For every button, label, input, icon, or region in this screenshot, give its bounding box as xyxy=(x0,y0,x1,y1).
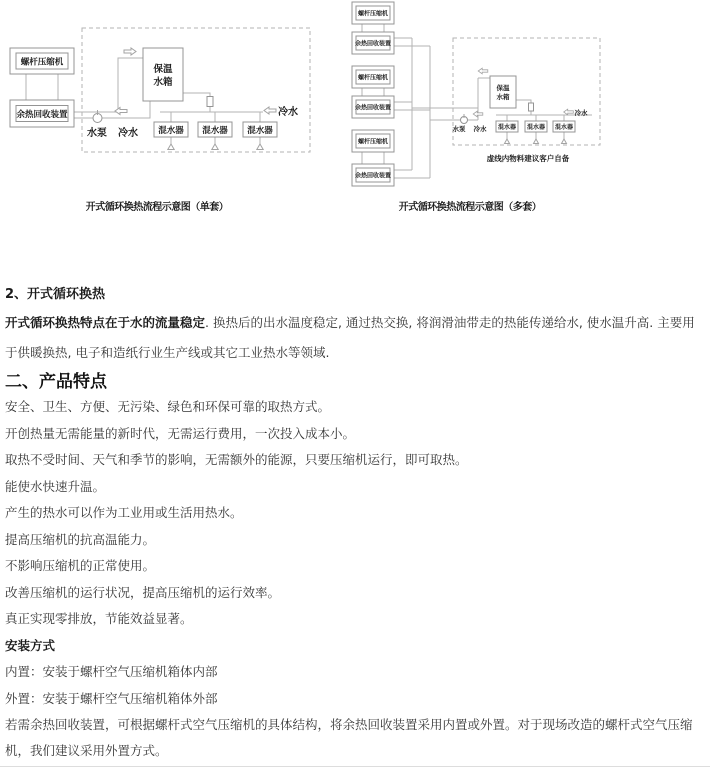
pump-label: 水泵 xyxy=(452,125,466,133)
cold-water-arrow-left-icon xyxy=(264,107,276,114)
section-2-lead: 开式循环换热特点在于水的流量稳定 xyxy=(5,315,206,330)
compressor-label: 螺杆压缩机 xyxy=(20,57,64,68)
cold-water-inlet-label: 冷水 xyxy=(574,109,588,117)
compressor-box xyxy=(352,2,394,24)
heat-recovery-label: 余热回收装置 xyxy=(354,104,392,112)
valve-symbol xyxy=(529,103,534,111)
heat-recovery-label: 余热回收装置 xyxy=(16,110,68,120)
compressor-label: 螺杆压缩机 xyxy=(357,10,389,18)
outlet-triangle-icon xyxy=(212,144,218,150)
compressor-box xyxy=(10,48,74,74)
compressor-box xyxy=(352,66,394,88)
feature-item: 能使水快速升温。 xyxy=(5,478,106,494)
single-unit-flow-diagram xyxy=(0,0,340,215)
features-heading: 二、产品特点 xyxy=(5,372,107,392)
mixer-box xyxy=(496,121,518,132)
feature-item: 安全、卫生、方便、无污染、绿色和环保可靠的取热方式。 xyxy=(5,399,331,414)
feature-item: 产生的热水可以作为工业用或生活用热水。 xyxy=(5,505,243,520)
heat-recovery-label: 余热回收装置 xyxy=(354,40,392,48)
insulated-tank-box xyxy=(143,48,183,101)
outlet-triangle-icon xyxy=(534,139,539,144)
outlet-triangle-icon xyxy=(562,139,567,144)
heat-recovery-box xyxy=(352,164,394,186)
feature-item: 提高压缩机的抗高温能力。 xyxy=(5,531,156,547)
feature-item: 改善压缩机的运行状况，提高压缩机的运行效率。 xyxy=(5,584,281,600)
feature-item: 取热不受时间、天气和季节的影响，无需额外的能源，只要压缩机运行，即可取热。 xyxy=(5,452,468,467)
document-text xyxy=(5,287,705,764)
flow-arrow-left-icon xyxy=(478,68,488,74)
section-2-paragraph xyxy=(5,308,705,368)
single-diagram-caption: 开式循环换热流程示意图（单套） xyxy=(85,202,229,213)
dashed-note: 虚线内物料建议客户自备 xyxy=(486,154,570,163)
multi-diagram-caption: 开式循环换热流程示意图（多套） xyxy=(398,202,542,213)
tank-label-line1: 保温 xyxy=(153,64,173,75)
install-internal-line: 内置：安装于螺杆空气压缩机箱体内部 xyxy=(5,664,218,679)
outlet-triangle-icon xyxy=(257,144,263,150)
install-heading: 安装方式 xyxy=(5,637,56,653)
mixer-label: 混水器 xyxy=(554,124,574,131)
mixer-box xyxy=(525,121,547,132)
outlet-triangle-icon xyxy=(168,144,174,150)
mixer-box xyxy=(198,122,232,137)
mixer-label: 混水器 xyxy=(526,124,546,131)
mixer-box xyxy=(243,122,277,137)
heat-recovery-box xyxy=(10,100,74,127)
feature-item: 开创热量无需能量的新时代，无需运行费用，一次投入成本小。 xyxy=(5,425,356,441)
compressor-box xyxy=(352,130,394,152)
cold-water-arrow-left-icon xyxy=(564,109,574,115)
section-2-body: . 换热后的出水温度稳定, 通过热交换, 将润滑油带走的热能传递给水, 使水温升高. 主要用于供暖换热, 电子和造纸行业生产线或其它工业热水等领域. xyxy=(5,315,695,360)
flow-arrow-left-icon xyxy=(115,108,127,115)
mixer-label: 混水器 xyxy=(158,126,184,136)
heat-recovery-box xyxy=(352,96,394,118)
cold-water-inlet-label: 冷水 xyxy=(278,107,298,118)
pump-label: 水泵 xyxy=(87,128,107,139)
tank-label-line2: 水箱 xyxy=(153,77,173,88)
compressor-label: 螺杆压缩机 xyxy=(357,74,389,82)
heat-recovery-box xyxy=(352,32,394,54)
heat-recovery-label: 余热回收装置 xyxy=(354,172,392,180)
mixer-box xyxy=(553,121,575,132)
pump-symbol xyxy=(461,114,468,124)
install-external-line: 外置：安装于螺杆空气压缩机箱体外部 xyxy=(5,690,218,706)
section-2-heading: 2、开式循环换热 xyxy=(5,287,106,302)
bottom-divider xyxy=(0,766,710,767)
insulated-tank-box xyxy=(490,76,516,108)
compressor-label: 螺杆压缩机 xyxy=(357,138,389,146)
cold-water-label: 冷水 xyxy=(118,128,138,139)
feature-item: 不影响压缩机的正常使用。 xyxy=(5,558,156,573)
flow-diagrams-section xyxy=(0,0,710,220)
outlet-triangle-icon xyxy=(505,139,510,144)
valve-symbol xyxy=(207,97,213,107)
cold-water-label: 冷水 xyxy=(473,125,487,133)
mixer-label: 混水器 xyxy=(497,124,517,131)
mixer-box xyxy=(154,122,188,137)
mixer-label: 混水器 xyxy=(247,126,273,136)
closing-paragraph: 若需余热回收装置，可根据螺杆式空气压缩机的具体结构，将余热回收装置采用内置或外置。对于现场改造的螺杆式空气压缩机，我们建议采用外置方式。 xyxy=(5,717,693,758)
flow-arrow-right-icon xyxy=(124,48,136,55)
multi-unit-flow-diagram xyxy=(340,0,710,215)
mixer-label: 混水器 xyxy=(202,126,228,136)
feature-item: 真正实现零排放，节能效益显著。 xyxy=(5,611,193,626)
tank-label-line1: 保温 xyxy=(496,84,510,92)
tank-label-line2: 水箱 xyxy=(496,93,510,101)
